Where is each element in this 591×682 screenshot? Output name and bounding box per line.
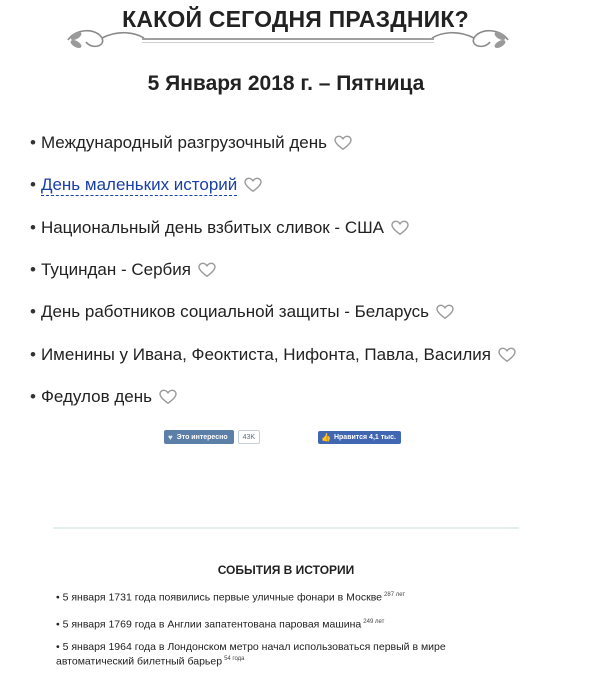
- holiday-name: Международный разгрузочный день: [40, 133, 327, 153]
- list-item: [30, 333, 516, 375]
- history-text: • 5 января 1731 года появились первые уличные фонари в Москве: [56, 591, 383, 604]
- list-item: [30, 164, 516, 206]
- holiday-link[interactable]: День маленьких историй: [40, 174, 238, 194]
- list-item: [30, 376, 516, 418]
- fb-like-button[interactable]: [318, 431, 401, 444]
- heart-icon[interactable]: [159, 389, 177, 405]
- vk-like-button[interactable]: [164, 430, 234, 444]
- heart-icon[interactable]: [198, 262, 216, 278]
- history-text: • 5 января 1769 года в Англии запатентована паровая машина: [56, 618, 362, 630]
- vk-like-count: 43K: [238, 430, 260, 444]
- holiday-name: Именины у Ивана, Феоктиста, Нифонта, Павла, Василия: [40, 344, 491, 364]
- holiday-name: День работников социальной защиты - Беларусь: [40, 302, 429, 322]
- heart-icon[interactable]: [436, 304, 454, 320]
- holiday-name: Туциндан - Сербия: [40, 260, 191, 280]
- bullet: •: [30, 344, 36, 364]
- heart-icon[interactable]: [334, 135, 352, 151]
- history-item: [56, 641, 526, 668]
- heart-icon[interactable]: [391, 220, 409, 236]
- bullet: •: [30, 217, 36, 237]
- vk-like-label: Это интересно: [176, 433, 228, 441]
- bullet: •: [30, 302, 36, 322]
- history-item: [56, 589, 526, 604]
- years-ago: 287 лет: [384, 592, 406, 598]
- list-item: [30, 291, 516, 333]
- history-heading: СОБЫТИЯ В ИСТОРИИ: [217, 563, 355, 577]
- page-title: КАКОЙ СЕГОДНЯ ПРАЗДНИК?: [122, 6, 469, 32]
- bullet: •: [30, 133, 36, 153]
- list-item: [30, 249, 516, 291]
- list-item: [30, 122, 516, 164]
- list-item: [30, 207, 516, 249]
- bullet: •: [30, 386, 36, 406]
- ornament-divider: [62, 26, 514, 52]
- bullet: •: [30, 175, 36, 195]
- heart-icon[interactable]: [244, 177, 262, 193]
- date-heading: 5 Января 2018 г. – Пятница: [147, 72, 425, 95]
- history-list: [56, 589, 526, 680]
- years-ago: 249 лет: [363, 618, 385, 625]
- years-ago: 54 года: [224, 656, 245, 662]
- section-divider: [53, 527, 519, 529]
- fb-like-label: Нравится 4,1 тыс.: [333, 434, 396, 441]
- heart-icon: ♥: [168, 432, 173, 442]
- history-text: • 5 января 1964 года в Лондонском метро начал использоваться первый в мире автоматический билетный барьер: [56, 641, 446, 668]
- thumbs-up-icon: 👍: [321, 433, 331, 442]
- holiday-name: Федулов день: [40, 386, 152, 406]
- bullet: •: [30, 260, 36, 280]
- holiday-list: [30, 122, 516, 418]
- vk-like-widget: [164, 430, 260, 444]
- holiday-name: Национальный день взбитых сливок - США: [40, 217, 385, 237]
- history-item: [56, 616, 526, 631]
- heart-icon[interactable]: [498, 347, 516, 363]
